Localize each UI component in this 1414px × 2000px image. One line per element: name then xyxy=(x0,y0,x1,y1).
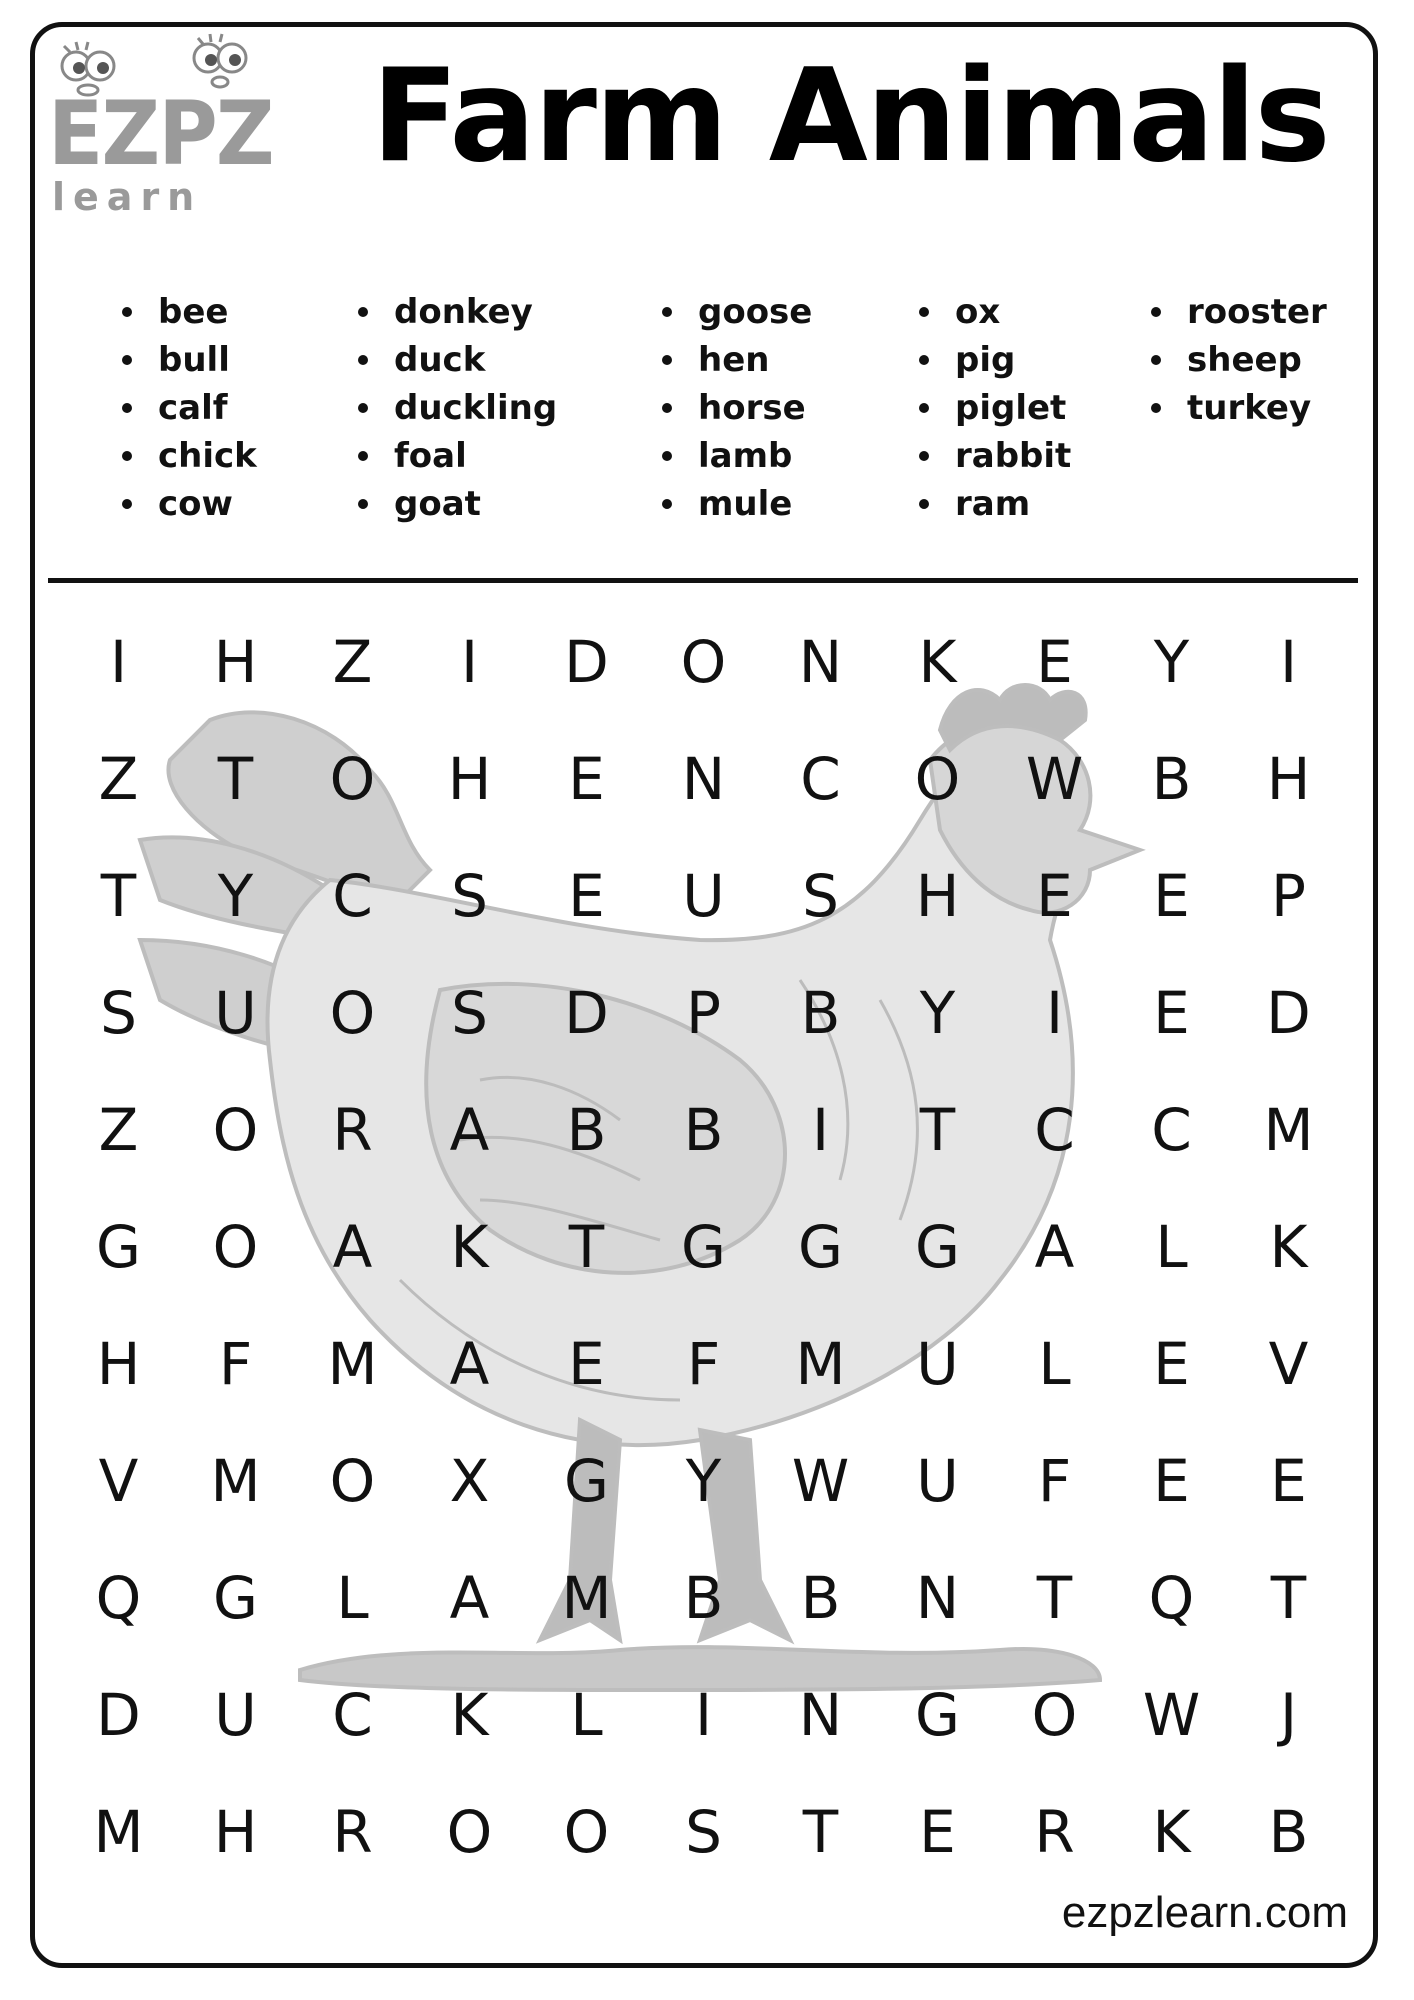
grid-letter[interactable]: I xyxy=(811,1096,830,1164)
grid-letter[interactable]: W xyxy=(791,1447,850,1515)
word-item: goose xyxy=(658,288,812,336)
word-item: foal xyxy=(354,432,557,480)
grid-letter[interactable]: U xyxy=(214,979,257,1047)
grid-letter[interactable]: I xyxy=(1279,628,1298,696)
word-item: donkey xyxy=(354,288,557,336)
grid-letter[interactable]: U xyxy=(682,862,725,930)
grid-letter[interactable]: M xyxy=(561,1564,612,1632)
word-item: hen xyxy=(658,336,812,384)
grid-letter[interactable]: F xyxy=(218,1330,253,1398)
grid-letter[interactable]: N xyxy=(798,1681,843,1749)
word-item: chick xyxy=(118,432,257,480)
grid-letter[interactable]: F xyxy=(1037,1447,1072,1515)
grid-letter[interactable]: E xyxy=(1270,1447,1307,1515)
grid-letter[interactable]: Q xyxy=(1148,1564,1195,1632)
word-item: duck xyxy=(354,336,557,384)
grid-letter[interactable]: L xyxy=(336,1564,369,1632)
grid-letter[interactable]: R xyxy=(332,1096,373,1164)
grid-letter[interactable]: G xyxy=(96,1213,141,1281)
grid-letter[interactable]: H xyxy=(213,1798,258,1866)
grid-letter[interactable]: T xyxy=(802,1798,839,1866)
grid-letter[interactable]: M xyxy=(327,1330,378,1398)
word-item: pig xyxy=(915,336,1071,384)
grid-letter[interactable]: L xyxy=(570,1681,603,1749)
grid-letter[interactable]: E xyxy=(1153,979,1190,1047)
word-item: cow xyxy=(118,480,257,528)
grid-letter[interactable]: A xyxy=(1034,1213,1075,1281)
grid-letter[interactable]: C xyxy=(1151,1096,1192,1164)
word-column xyxy=(658,288,812,528)
grid-letter[interactable]: A xyxy=(449,1564,490,1632)
word-item: piglet xyxy=(915,384,1071,432)
grid-letter[interactable]: I xyxy=(109,628,128,696)
grid-letter[interactable]: R xyxy=(332,1798,373,1866)
grid-letter[interactable]: O xyxy=(329,745,376,813)
grid-letter[interactable]: T xyxy=(217,745,254,813)
grid-letter[interactable]: F xyxy=(686,1330,721,1398)
grid-letter[interactable]: O xyxy=(1031,1681,1078,1749)
grid-letter[interactable]: O xyxy=(329,1447,376,1515)
grid-letter[interactable]: V xyxy=(1268,1330,1309,1398)
grid-letter[interactable]: E xyxy=(1153,862,1190,930)
word-item: bull xyxy=(118,336,257,384)
grid-letter[interactable]: W xyxy=(1142,1681,1201,1749)
grid-letter[interactable]: B xyxy=(800,979,841,1047)
grid-letter[interactable]: A xyxy=(449,1096,490,1164)
word-item: mule xyxy=(658,480,812,528)
grid-letter[interactable]: E xyxy=(1036,628,1073,696)
word-list xyxy=(0,288,1414,528)
grid-letter[interactable]: O xyxy=(212,1213,259,1281)
grid-letter[interactable]: A xyxy=(449,1330,490,1398)
grid-letter[interactable]: O xyxy=(212,1096,259,1164)
word-item: ram xyxy=(915,480,1071,528)
word-item: goat xyxy=(354,480,557,528)
grid-row xyxy=(60,1540,1350,1657)
grid-letter[interactable]: E xyxy=(568,862,605,930)
grid-letter[interactable]: H xyxy=(96,1330,141,1398)
word-item: lamb xyxy=(658,432,812,480)
grid-letter[interactable]: K xyxy=(450,1213,489,1281)
grid-letter[interactable]: J xyxy=(1279,1681,1298,1749)
grid-letter[interactable]: B xyxy=(800,1564,841,1632)
grid-letter[interactable]: D xyxy=(96,1681,141,1749)
grid-letter[interactable]: Q xyxy=(95,1564,142,1632)
grid-letter[interactable]: M xyxy=(210,1447,261,1515)
word-column xyxy=(354,288,557,528)
grid-letter[interactable]: E xyxy=(568,1330,605,1398)
grid-letter[interactable]: E xyxy=(1153,1447,1190,1515)
grid-letter[interactable]: W xyxy=(1025,745,1084,813)
grid-letter[interactable]: C xyxy=(800,745,841,813)
grid-letter[interactable]: B xyxy=(683,1564,724,1632)
grid-letter[interactable]: O xyxy=(446,1798,493,1866)
grid-letter[interactable]: C xyxy=(332,862,373,930)
grid-letter[interactable]: O xyxy=(329,979,376,1047)
grid-letter[interactable]: K xyxy=(918,628,957,696)
grid-letter[interactable]: H xyxy=(213,628,258,696)
grid-letter[interactable]: Y xyxy=(919,979,956,1047)
grid-letter[interactable]: Y xyxy=(217,862,254,930)
section-divider xyxy=(48,578,1358,583)
grid-letter[interactable]: S xyxy=(451,862,488,930)
grid-letter[interactable]: O xyxy=(914,745,961,813)
grid-letter[interactable]: G xyxy=(213,1564,258,1632)
grid-letter[interactable]: O xyxy=(680,628,727,696)
word-item: horse xyxy=(658,384,812,432)
grid-letter[interactable]: G xyxy=(681,1213,726,1281)
grid-letter[interactable]: T xyxy=(919,1096,956,1164)
grid-letter[interactable]: X xyxy=(449,1447,490,1515)
grid-letter[interactable]: S xyxy=(451,979,488,1047)
grid-letter[interactable]: T xyxy=(1036,1564,1073,1632)
grid-letter[interactable]: Y xyxy=(1153,628,1190,696)
grid-letter[interactable]: S xyxy=(100,979,137,1047)
word-item: rooster xyxy=(1147,288,1327,336)
grid-letter[interactable]: B xyxy=(566,1096,607,1164)
grid-letter[interactable]: E xyxy=(919,1798,956,1866)
grid-letter[interactable]: O xyxy=(563,1798,610,1866)
grid-letter[interactable]: M xyxy=(1263,1096,1314,1164)
grid-letter[interactable]: U xyxy=(916,1447,959,1515)
grid-letter[interactable]: U xyxy=(916,1330,959,1398)
grid-letter[interactable]: B xyxy=(683,1096,724,1164)
grid-letter[interactable]: N xyxy=(681,745,726,813)
grid-letter[interactable]: G xyxy=(564,1447,609,1515)
word-item: ox xyxy=(915,288,1071,336)
word-column xyxy=(915,288,1071,528)
grid-letter[interactable]: Z xyxy=(98,1096,139,1164)
word-column xyxy=(118,288,257,528)
grid-letter[interactable]: A xyxy=(332,1213,373,1281)
grid-letter[interactable]: L xyxy=(1038,1330,1071,1398)
grid-row xyxy=(60,721,1350,838)
grid-letter[interactable]: M xyxy=(795,1330,846,1398)
grid-letter[interactable]: R xyxy=(1034,1798,1075,1866)
grid-letter[interactable]: C xyxy=(332,1681,373,1749)
grid-letter[interactable]: K xyxy=(450,1681,489,1749)
grid-letter[interactable]: I xyxy=(1045,979,1064,1047)
grid-letter[interactable]: D xyxy=(1266,979,1311,1047)
grid-letter[interactable]: P xyxy=(686,979,721,1047)
grid-letter[interactable]: E xyxy=(1036,862,1073,930)
letter-grid xyxy=(60,604,1350,1891)
grid-letter[interactable]: N xyxy=(915,1564,960,1632)
grid-letter[interactable]: T xyxy=(100,862,137,930)
grid-letter[interactable]: S xyxy=(802,862,839,930)
grid-letter[interactable]: T xyxy=(1270,1564,1307,1632)
grid-letter[interactable]: E xyxy=(1153,1330,1190,1398)
word-item: bee xyxy=(118,288,257,336)
word-item: turkey xyxy=(1147,384,1327,432)
grid-letter[interactable]: D xyxy=(564,628,609,696)
grid-letter[interactable]: L xyxy=(1155,1213,1188,1281)
grid-letter[interactable]: G xyxy=(915,1213,960,1281)
logo-letters: EZPZ xyxy=(48,82,273,185)
logo-subtext: learn xyxy=(52,175,203,219)
grid-letter[interactable]: P xyxy=(1271,862,1306,930)
grid-letter[interactable]: U xyxy=(214,1681,257,1749)
grid-letter[interactable]: G xyxy=(798,1213,843,1281)
page-title: Farm Animals xyxy=(371,42,1329,191)
grid-letter[interactable]: S xyxy=(685,1798,722,1866)
grid-letter[interactable]: B xyxy=(1268,1798,1309,1866)
grid-letter[interactable]: G xyxy=(915,1681,960,1749)
grid-letter[interactable]: C xyxy=(1034,1096,1075,1164)
grid-row xyxy=(60,1306,1350,1423)
grid-letter[interactable]: T xyxy=(568,1213,605,1281)
grid-letter[interactable]: Y xyxy=(685,1447,722,1515)
grid-letter[interactable]: M xyxy=(93,1798,144,1866)
grid-row xyxy=(60,1774,1350,1891)
grid-row xyxy=(60,1657,1350,1774)
grid-letter[interactable]: H xyxy=(447,745,492,813)
grid-letter[interactable]: Z xyxy=(98,745,139,813)
ezpz-learn-logo xyxy=(48,28,278,219)
grid-row xyxy=(60,1423,1350,1540)
grid-letter[interactable]: V xyxy=(98,1447,139,1515)
grid-row xyxy=(60,604,1350,721)
grid-row xyxy=(60,838,1350,955)
grid-letter[interactable]: Z xyxy=(332,628,373,696)
word-column xyxy=(1147,288,1327,432)
grid-letter[interactable]: K xyxy=(1152,1798,1191,1866)
grid-letter[interactable]: N xyxy=(798,628,843,696)
grid-letter[interactable]: E xyxy=(568,745,605,813)
grid-row xyxy=(60,1189,1350,1306)
website-footer: ezpzlearn.com xyxy=(1061,1888,1348,1937)
grid-row xyxy=(60,1072,1350,1189)
word-item: duckling xyxy=(354,384,557,432)
grid-letter[interactable]: D xyxy=(564,979,609,1047)
word-item: calf xyxy=(118,384,257,432)
grid-letter[interactable]: H xyxy=(915,862,960,930)
grid-letter[interactable]: B xyxy=(1151,745,1192,813)
grid-letter[interactable]: K xyxy=(1269,1213,1308,1281)
word-item: sheep xyxy=(1147,336,1327,384)
grid-letter[interactable]: H xyxy=(1266,745,1311,813)
grid-row xyxy=(60,955,1350,1072)
word-item: rabbit xyxy=(915,432,1071,480)
grid-letter[interactable]: I xyxy=(460,628,479,696)
grid-letter[interactable]: I xyxy=(694,1681,713,1749)
